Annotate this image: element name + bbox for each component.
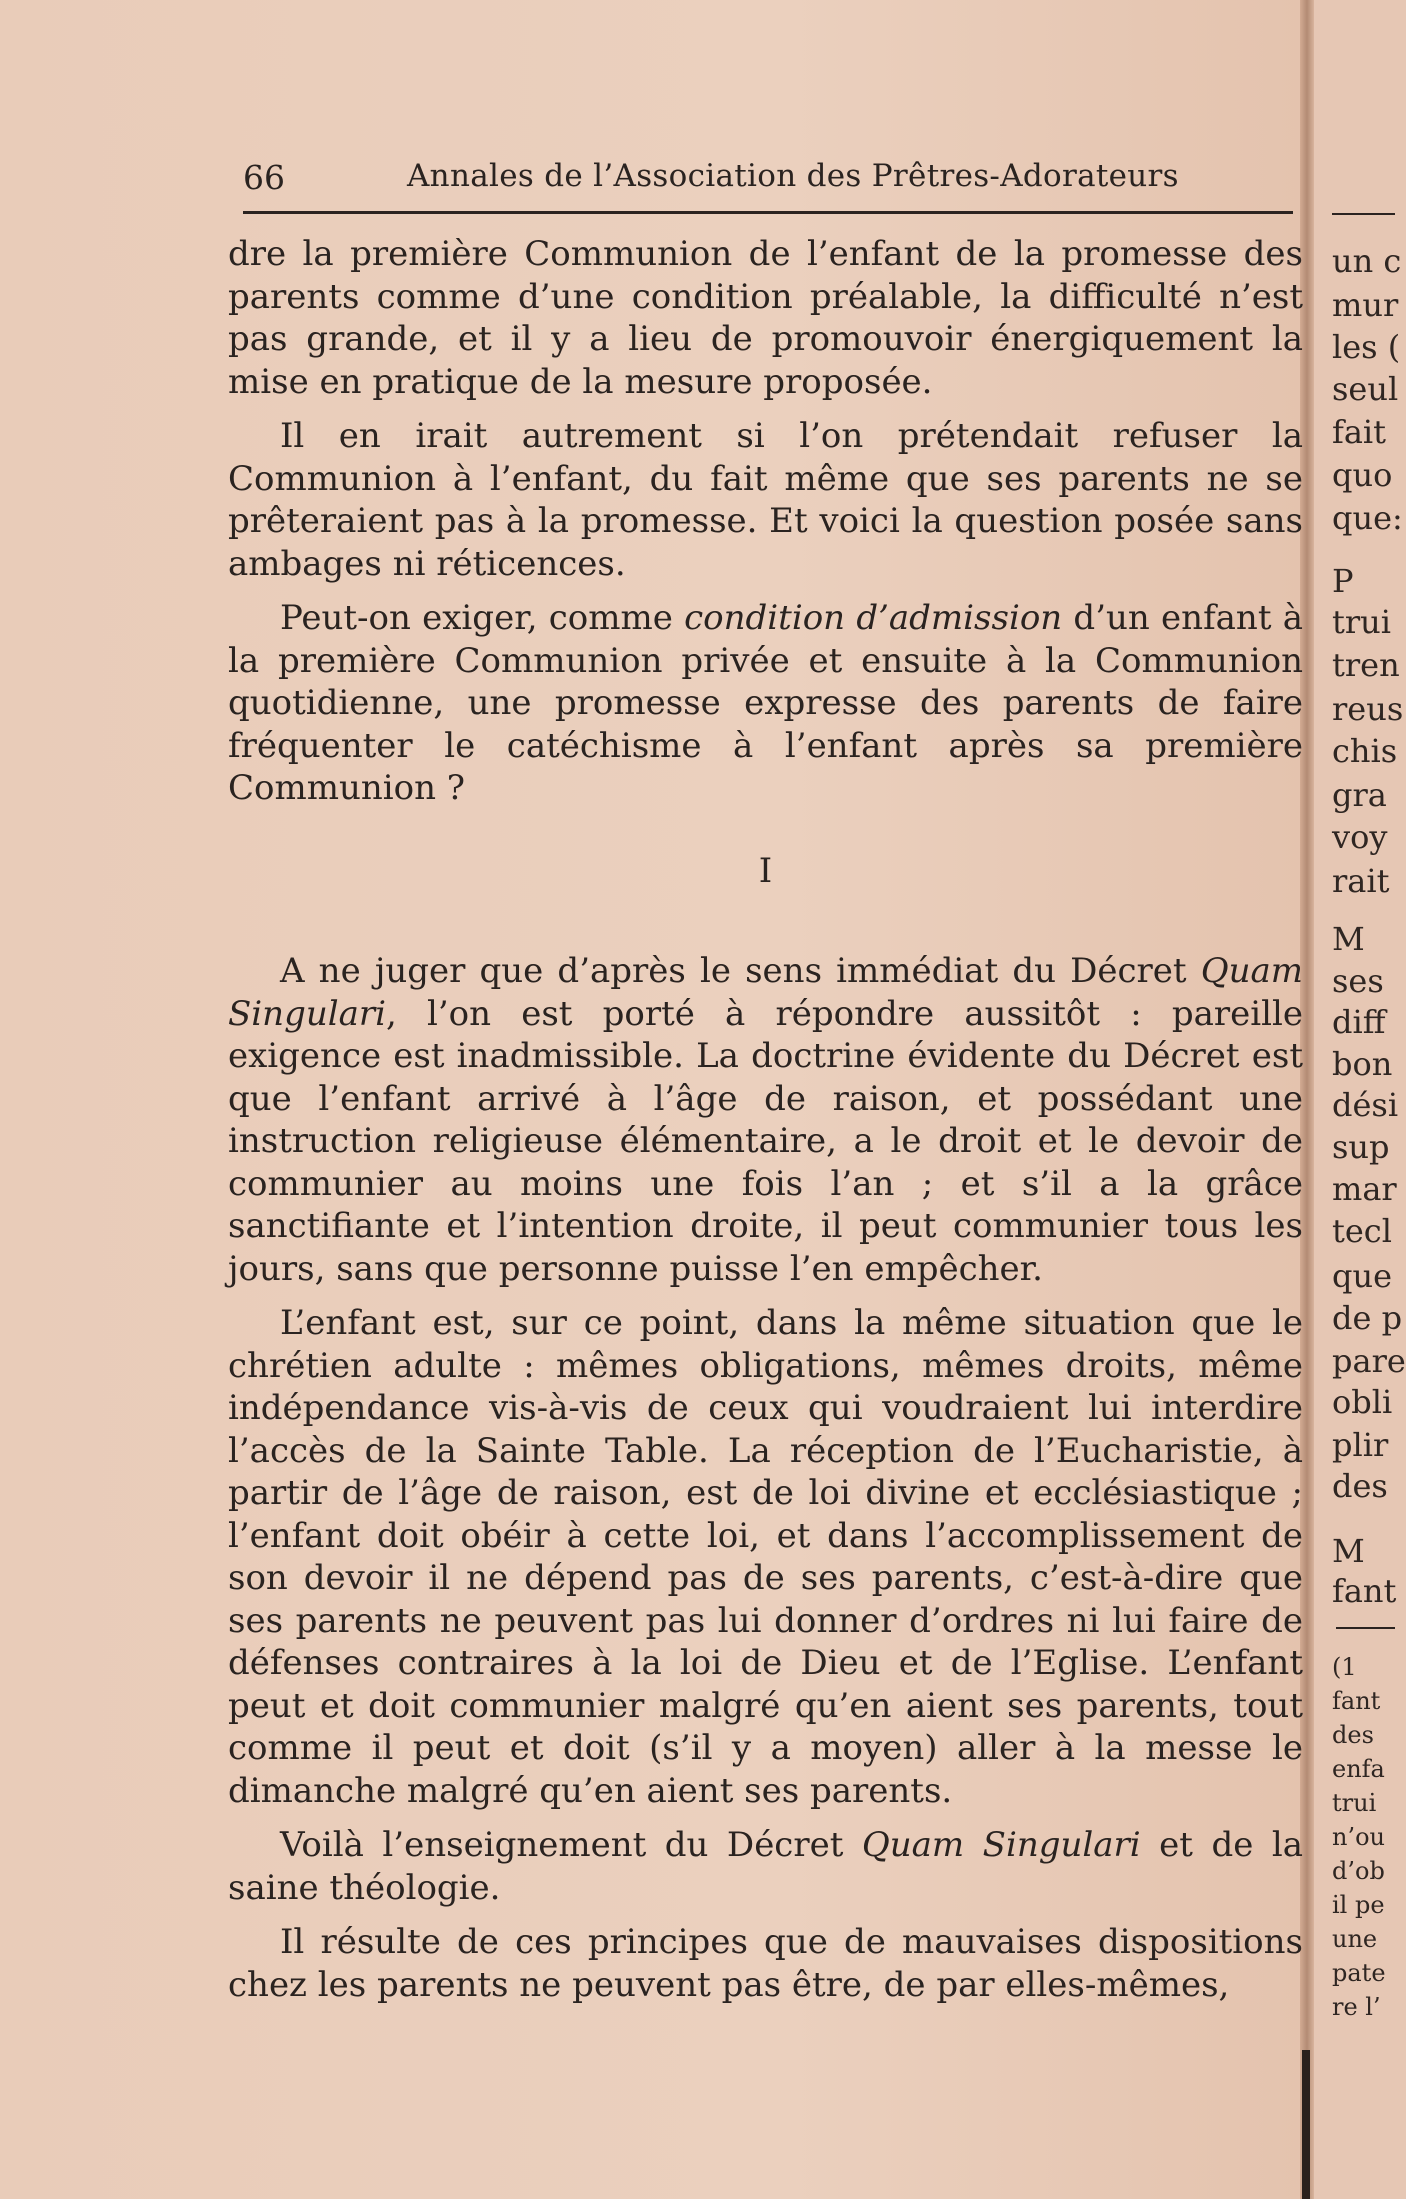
facing-page-footnote-line: fant [1332,1687,1381,1715]
facing-page-footnote-line: d’ob [1332,1857,1385,1885]
paragraph-4-text-b: , l’on est porté à répondre aussitôt : pareille exigence est inadmissible. La doctrine évidente du Décret est que l’enfant arrivé à l’âge de raison, et possédant une instruction religieuse élémentaire, a le droit et le devoir de communier au moins une fois l’an ; et s’il a la grâce sanctifiante et l’intention droite, il peut communier tous les jours, sans que personne puisse l’en empêcher. [228,993,1303,1289]
paragraph-6-text-b: et de la saine théologie. [228,1825,1303,1908]
facing-page-line: chis [1332,732,1398,770]
facing-page-line: rait [1332,862,1390,900]
facing-page-line: plir [1332,1426,1389,1464]
facing-page-line: voy [1332,818,1388,856]
facing-page-line: sup [1332,1128,1390,1166]
facing-page-line: gra [1332,776,1387,814]
facing-page-footnote-line: une [1332,1925,1378,1953]
paragraph-3-text-a: Peut-on exiger, comme [280,598,685,638]
facing-page-footnote-line: n’ou [1332,1823,1385,1851]
facing-page-footnote-line: des [1332,1721,1374,1749]
facing-page-line: pare [1332,1342,1406,1380]
facing-page-line: trui [1332,603,1391,641]
facing-page-line: obli [1332,1383,1393,1421]
paragraph-4 [228,950,1303,1290]
facing-page-line: quo [1332,456,1393,494]
paragraph-6-italic: Quam Singulari [861,1825,1141,1865]
facing-page-line: tecl [1332,1212,1392,1250]
facing-page-line: diff [1332,1003,1386,1041]
paragraph-5: L’enfant est, sur ce point, dans la même situation que le chrétien adulte : mêmes obligations, mêmes droits, même indépendance vis-à-vis de ceux qui voudraient lui interdire l’accès de la Sainte Table. La réception de l’Eucharistie, à partir de l’âge de raison, est de loi divine et ecclésiastique ; l’enfant doit obéir à cette loi, et dans l’accomplissement de son devoir il ne dépend pas de ses parents, c’est-à-dire que ses parents ne peuvent pas lui donner d’ordres ni lui faire de défenses contraires à la loi de Dieu et de l’Eglise. L’enfant peut et doit communier malgré qu’en aient ses parents, tout comme il peut et doit (s’il y a moyen) aller à la messe le dimanche malgré qu’en aient ses parents. [228,1303,1303,1811]
facing-page-line: tren [1332,646,1400,684]
facing-page-line: fant [1332,1572,1397,1610]
running-title: Annales de l’Association des Prêtres-Adorateurs [407,158,1179,194]
facing-page-line: des [1332,1467,1388,1505]
paragraph-3-text-b: d’un enfant à la première Communion privée et ensuite à la Communion quotidienne, une promesse expresse des parents de faire fréquenter le catéchisme à l’enfant après sa première Communion ? [228,598,1303,808]
paragraph-7: Il résulte de ces principes que de mauvaises dispositions chez les parents ne peuvent pas être, de par elles-mêmes, [228,1922,1303,2005]
facing-page-line: reus [1332,690,1404,728]
page-number: 66 [243,158,285,197]
section-heading: I [758,850,773,891]
facing-page-footnote-line: trui [1332,1789,1377,1817]
facing-page-line: ses [1332,962,1384,1000]
facing-page-footnote-line: enfa [1332,1755,1385,1783]
facing-page-footnote-line: (1 [1332,1653,1357,1681]
paragraph-3 [228,597,1303,810]
facing-page-line: bon [1332,1045,1393,1083]
facing-page-line: que: [1332,499,1403,537]
facing-page-line: de p [1332,1299,1403,1337]
facing-page-line: mar [1332,1170,1397,1208]
facing-page-line: P [1332,562,1354,600]
paragraph-3-italic: condition d’admission [684,598,1063,638]
page-header [243,158,1293,206]
facing-page-line: seul [1332,370,1399,408]
paragraph-4-text-a: A ne juger que d’après le sens immédiat du Décret [280,951,1201,991]
facing-page-footnote-line: pate [1332,1959,1386,1987]
facing-page-line: un c [1332,242,1402,280]
facing-page-line: les ( [1332,328,1401,366]
paragraph-6-text-a: Voilà l’enseignement du Décret [280,1825,862,1865]
facing-page-footnote-line: re l’ [1332,1993,1381,2021]
facing-page-fragment [1328,0,1406,2199]
facing-page-line: mur [1332,286,1399,324]
main-text [228,233,1303,2006]
facing-page-line: M [1332,920,1365,958]
facing-page-line: que [1332,1257,1393,1295]
paragraph-1: dre la première Communion de l’enfant de la promesse des parents comme d’une condition préalable, la difficulté n’est pas grande, et il y a lieu de promouvoir énergiquement la mise en pratique de la mesure proposée. [228,234,1303,402]
header-rule [243,211,1293,214]
paragraph-6 [228,1824,1303,1909]
paragraph-4-italic: Quam Singulari [228,951,1303,1034]
facing-page-line: fait [1332,413,1387,451]
book-gutter-shadow [1302,2050,1310,2199]
paragraph-2: Il en irait autrement si l’on prétendait refuser la Communion à l’enfant, du fait même que ses parents ne se prêteraient pas à la promesse. Et voici la question posée sans ambages ni réticences. [228,416,1303,584]
facing-page-line: dési [1332,1086,1399,1124]
facing-page-line: M [1332,1532,1365,1570]
facing-page-footnote-line: il pe [1332,1891,1385,1919]
